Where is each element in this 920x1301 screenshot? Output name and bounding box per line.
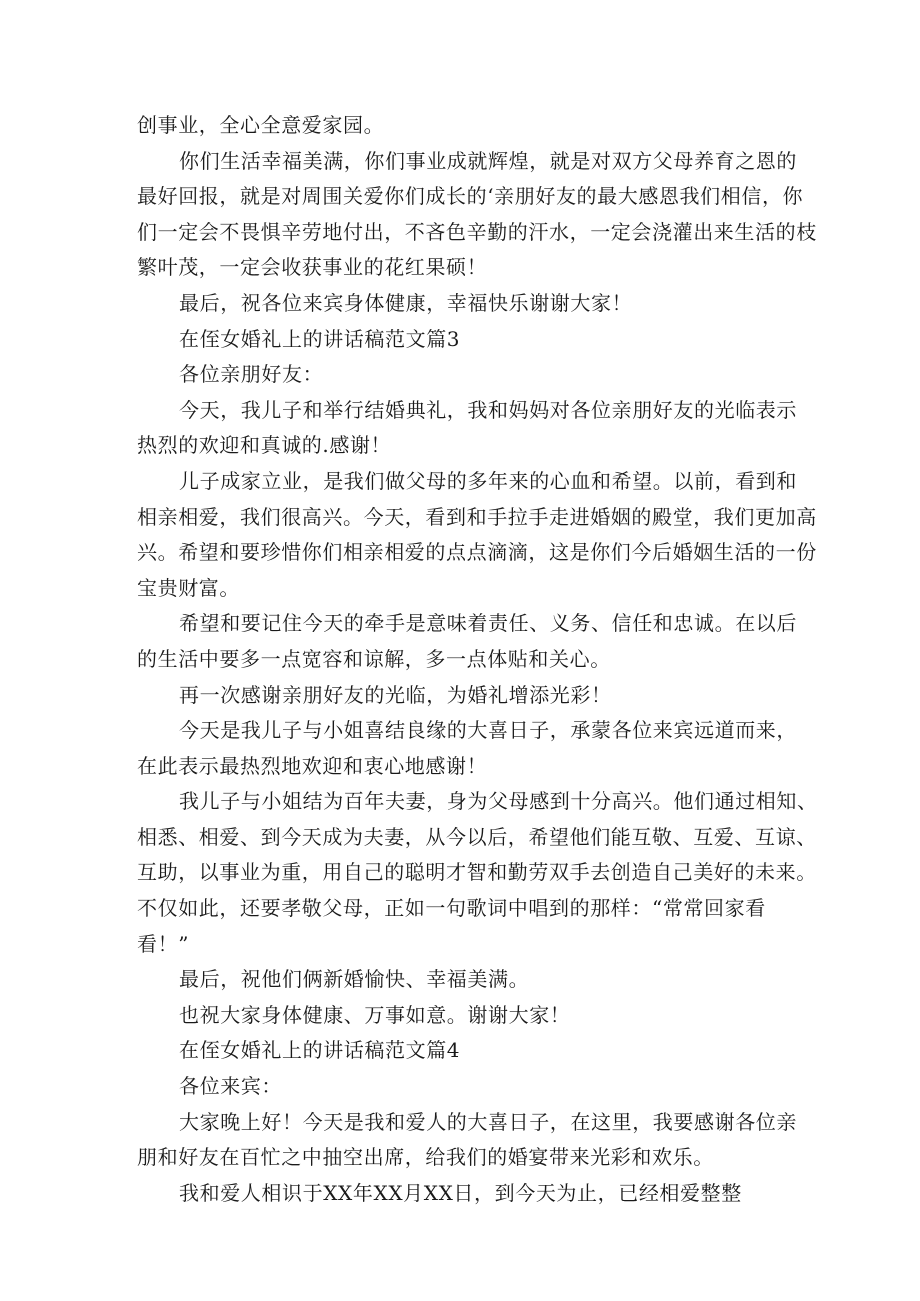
text-line: 兴。希望和要珍惜你们相亲相爱的点点滴滴，这是你们今后婚姻生活的一份 [137,540,817,565]
text-line: 在侄女婚礼上的讲话稿范文篇3 [179,326,461,351]
paragraph [137,286,797,322]
text-line: 希望和要记住今天的牵手是意味着责任、义务、信任和忠诚。在以后 [179,611,797,636]
text-line: 今天，我儿子和举行结婚典礼，我和妈妈对各位亲朋好友的光临表示 [179,397,797,422]
text-line: 的生活中要多一点宽容和谅解，多一点体贴和关心。 [137,646,611,671]
paragraph [137,144,817,286]
text-line: 不仅如此，还要孝敬父母，正如一句歌词中唱到的那样：“常常回家看 [137,896,766,921]
text-line: 我和爱人相识于XX年XX月XX日，到今天为止，已经相爱整整 [179,1180,742,1205]
paragraph [137,1105,797,1176]
paragraph [137,1033,797,1069]
text-line: 你们生活幸福美满，你们事业成就辉煌，就是对双方父母养育之恩的 [179,148,797,173]
paragraph [137,1069,797,1105]
paragraph [137,464,817,606]
paragraph [137,322,797,358]
text-line: 相悉、相爱、到今天成为夫妻，从今以后，希望他们能互敬、互爱、互谅、 [137,824,817,849]
text-line: 看！” [137,931,190,956]
text-line: 在侄女婚礼上的讲话稿范文篇4 [179,1038,461,1063]
paragraph [137,357,797,393]
text-line: 我儿子与小姐结为百年夫妻，身为父母感到十分高兴。他们通过相知、 [179,789,818,814]
text-line: 再一次感谢亲朋好友的光临，为婚礼增添光彩！ [179,682,612,707]
text-line: 创事业，全心全意爱家园。 [137,113,385,137]
paragraph [137,962,797,998]
paragraph [137,678,797,714]
text-line: 朋和好友在百忙之中抽空出席，给我们的婚宴带来光彩和欢乐。 [137,1145,714,1170]
text-line: 今天是我儿子与小姐喜结良缘的大喜日子，承蒙各位来宾远道而来， [179,718,797,743]
paragraph [137,998,797,1034]
text-line: 各位亲朋好友： [179,362,324,387]
text-line: 在此表示最热烈地欢迎和衷心地感谢！ [137,753,488,778]
text-line: 热烈的欢迎和真诚的.感谢！ [137,433,392,458]
text-line: 互助，以事业为重，用自己的聪明才智和勤劳双手去创造自己美好的未来。 [137,860,817,885]
text-line: 最后，祝他们俩新婚愉快、幸福美满。 [179,967,530,992]
paragraph [137,784,818,962]
text-line: 宝贵财富。 [137,575,240,600]
paragraph [137,606,797,677]
paragraph [137,108,797,144]
text-line: 也祝大家身体健康、万事如意。谢谢大家！ [179,1002,571,1027]
text-line: 繁叶茂，一定会收获事业的花红果硕！ [137,255,488,280]
text-line: 各位来宾： [179,1074,282,1099]
document-page [137,108,818,1211]
text-line: 最后，祝各位来宾身体健康，幸福快乐谢谢大家！ [179,290,633,315]
paragraph [137,713,797,784]
text-line: 相亲相爱，我们很高兴。今天，看到和手拉手走进婚姻的殿堂，我们更加高 [137,504,817,529]
text-line: 们一定会不畏惧辛劳地付出，不吝色辛勤的汗水，一定会浇灌出来生活的枝 [137,219,817,244]
paragraph [137,1176,797,1212]
text-line: 最好回报，就是对周围关爱你们成长的‘亲朋好友的最大感恩我们相信，你 [137,184,804,209]
paragraph [137,393,797,464]
text-line: 儿子成家立业，是我们做父母的多年来的心血和希望。以前，看到和 [179,468,797,493]
text-line: 大家晚上好！今天是我和爱人的大喜日子，在这里，我要感谢各位亲 [179,1109,797,1134]
